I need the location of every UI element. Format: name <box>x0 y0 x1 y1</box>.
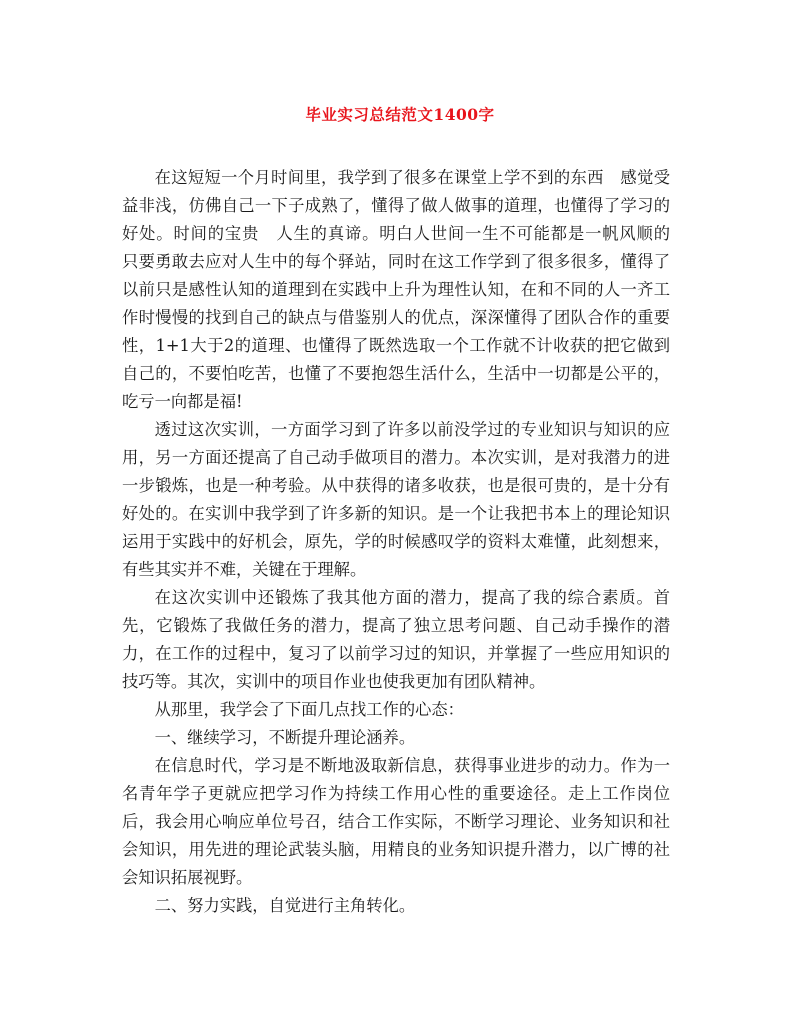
document-body <box>122 164 687 920</box>
section-heading: 二、努力实践，自觉进行主角转化。 <box>154 896 416 915</box>
paragraph: 透过这次实训，一方面学习到了许多以前没学过的专业知识与知识的应用，另一方面还提高了自己动手做项目的潜力。本次实训，是对我潜力的进一步锻炼，也是一种考验。从中获得的诸多收获，也是很可贵的，是十分有好处的。在实训中我学到了许多新的知识。是一个让我把书本上的理论知识运用于实践中的好机会，原先，学的时候感叹学的资料太难懂，此刻想来，有些其实并不难，关键在于理解。 <box>122 420 670 579</box>
section-heading: 一、继续学习，不断提升理论涵养。 <box>154 728 416 747</box>
document-title: 毕业实习总结范文1400字 <box>305 105 495 124</box>
paragraph: 在这短短一个月时间里，我学到了很多在课堂上学不到的东西 感觉受益非浅，仿佛自己一下子成熟了，懂得了做人做事的道理，也懂得了学习的好处。时间的宝贵 人生的真谛。明白人世间一生不可能都是一帆风顺的 只要勇敢去应对人生中的每个驿站，同时在这工作学到了很多很多，懂得了以前只是感性认知的道理到在实践中上升为理性认知，在和不同的人一齐工作时慢慢的找到自己的缺点与借鉴别人的优点，深深懂得了团队合作的重要性，1+1大于2的道理、也懂得了既然选取一个工作就不计收获的把它做到自己的，不要怕吃苦，也懂了不要抱怨生活什么，生活中一切都是公平的，吃亏一向都是福! <box>122 168 687 411</box>
paragraph: 在信息时代，学习是不断地汲取新信息，获得事业进步的动力。作为一名青年学子更就应把学习作为持续工作用心性的重要途径。走上工作岗位后，我会用心响应单位号召，结合工作实际，不断学习理论、业务知识和社会知识，用先进的理论武装头脑，用精良的业务知识提升潜力，以广博的社会知识拓展视野。 <box>122 756 670 887</box>
paragraph: 从那里，我学会了下面几点找工作的心态： <box>154 700 464 719</box>
paragraph: 在这次实训中还锻炼了我其他方面的潜力，提高了我的综合素质。首先，它锻炼了我做任务的潜力，提高了独立思考问题、自己动手操作的潜力，在工作的过程中，复习了以前学习过的知识，并掌握了一些应用知识的技巧等。其次，实训中的项目作业也使我更加有团队精神。 <box>122 588 670 691</box>
